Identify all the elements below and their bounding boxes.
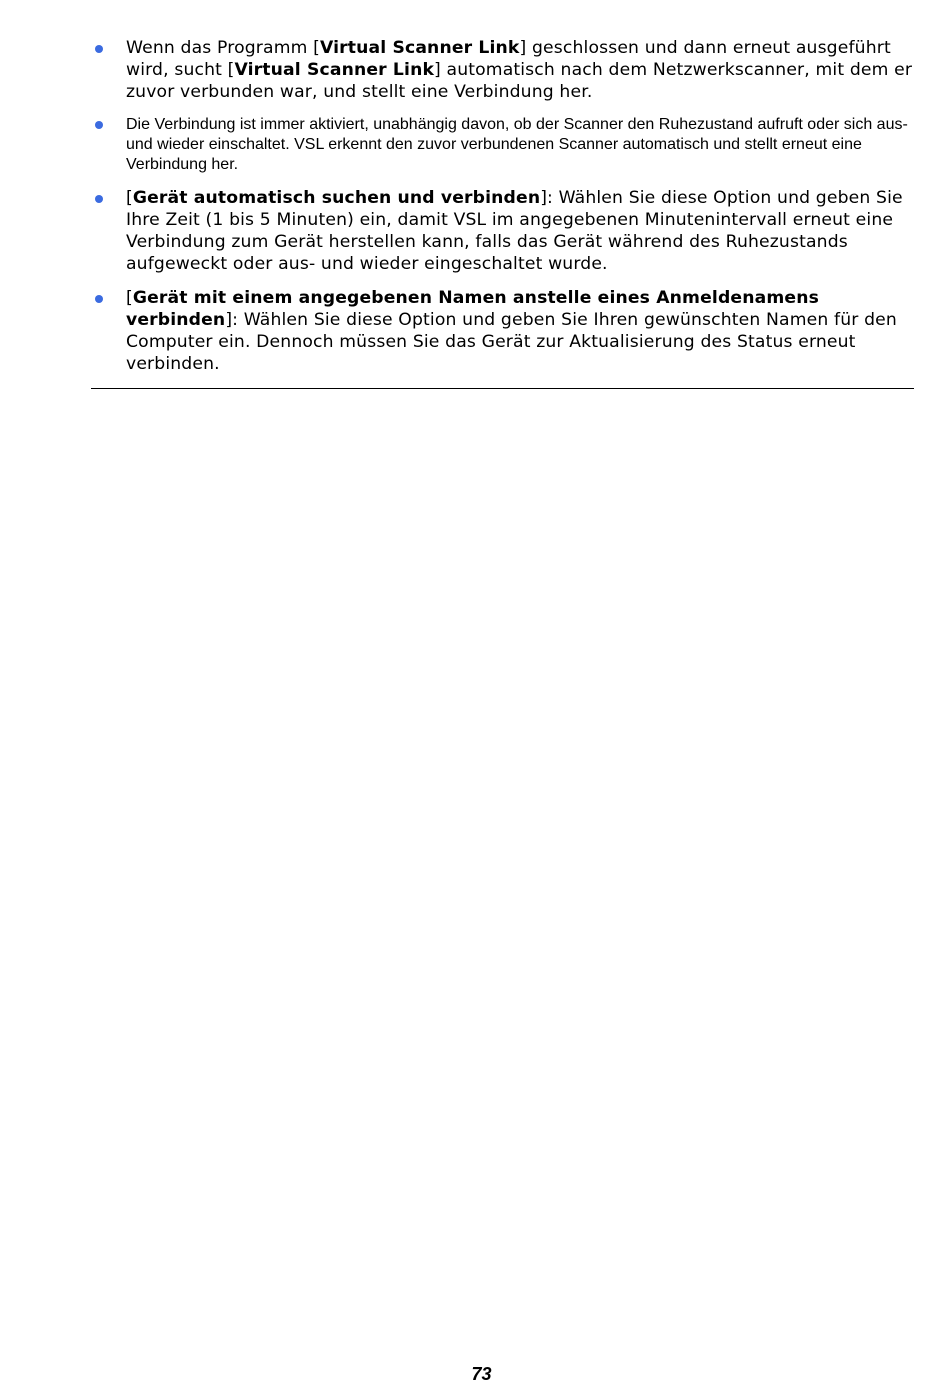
bullet-dot-icon (95, 121, 103, 129)
list-item (90, 287, 914, 375)
list-item (90, 187, 914, 275)
item-text-mid: ] geschlossen und dann erneut ausgeführt wird, sucht [ (126, 38, 891, 80)
item-text-bold: Virtual Scanner Link (319, 38, 520, 58)
item-text-pre: Wenn das Programm [ (126, 38, 320, 58)
item-text-bold: Gerät automatisch suchen und verbinden (132, 188, 541, 208)
item-text-pre: [ (126, 288, 133, 308)
horizontal-divider (91, 388, 914, 389)
bullet-dot-icon (95, 195, 103, 203)
page-number: 73 (471, 1364, 492, 1384)
item-text-bold: Virtual Scanner Link (234, 60, 435, 80)
item-text: Die Verbindung ist immer aktiviert, unabhängig davon, ob der Scanner den Ruhezustand aufruft oder sich aus- und wieder einschaltet. VSL erkennt den zuvor verbundenen Scanner automatisch und stellt erneut eine Verbindung her. (126, 116, 908, 173)
item-text-bold: Gerät mit einem angegebenen Namen anstelle eines Anmeldenamens verbinden (126, 288, 819, 330)
item-text-post: ] automatisch nach dem Netzwerkscanner, mit dem er zuvor verbunden war, und stellt eine Verbindung her. (126, 60, 913, 102)
item-text-post: ]: Wählen Sie diese Option und geben Sie Ihren gewünschten Namen für den Computer ein. Dennoch müssen Sie das Gerät zur Aktualisierung des Status erneut verbinden. (126, 310, 897, 374)
list-item (90, 115, 914, 175)
list-item (90, 37, 914, 103)
bullet-list (90, 37, 914, 387)
bullet-dot-icon (95, 45, 103, 53)
bullet-dot-icon (95, 295, 103, 303)
item-text-post: ]: Wählen Sie diese Option und geben Sie Ihre Zeit (1 bis 5 Minuten) ein, damit VSL im angegebenen Minutenintervall erneut eine Verbindung zum Gerät herstellen kann, falls das Gerät während des Ruhezustands aufgeweckt oder aus- und wieder eingeschaltet wurde. (126, 188, 903, 274)
item-text-pre: [ (126, 188, 133, 208)
